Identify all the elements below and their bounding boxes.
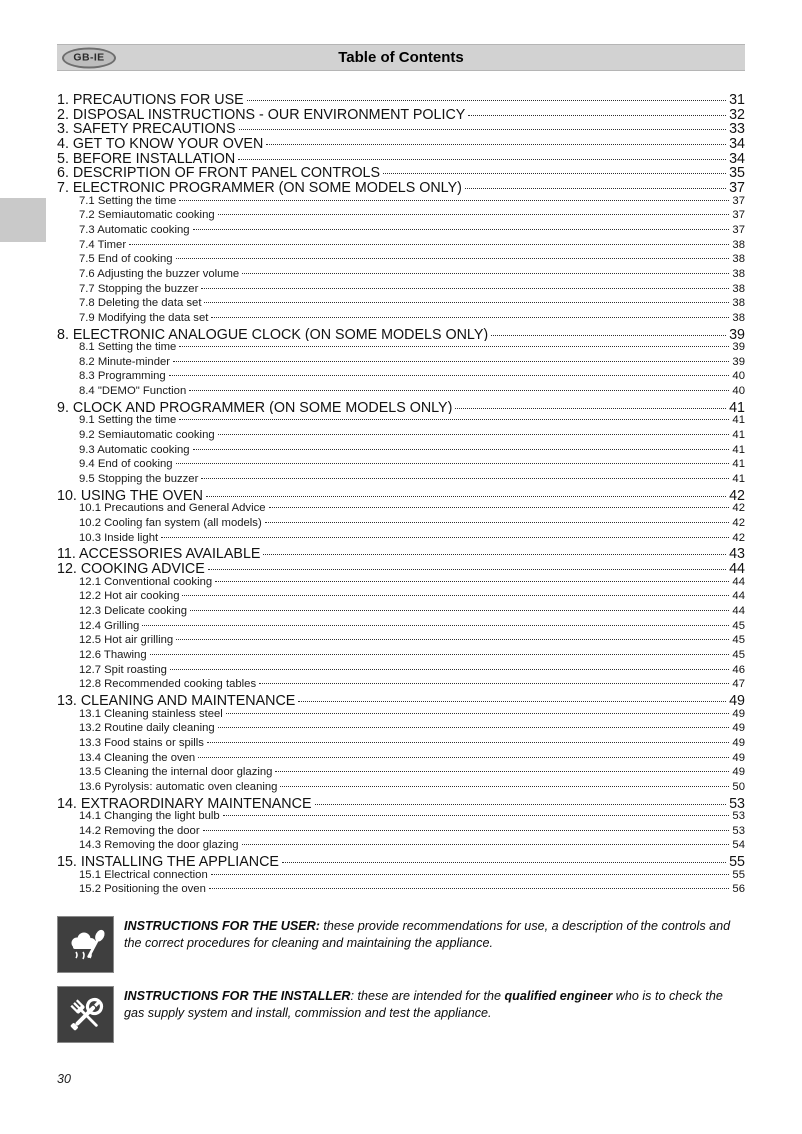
toc-leader-dots [247,100,726,101]
toc-subentry [57,825,745,840]
toc-entry-label: 12.7 Spit roasting [79,663,167,676]
toc-subentry [57,356,745,371]
toc-entry-label: 9.3 Automatic cooking [79,443,190,456]
toc-subentry [57,253,745,268]
toc-subentry [57,649,745,664]
note-text-segment: these provide recommendations for use, a description of the controls and the correct procedures for cleaning and maintaining the appliance. [124,919,731,951]
toc-entry [57,693,745,708]
toc-leader-dots [207,742,729,743]
toc-entry-label: 8. ELECTRONIC ANALOGUE CLOCK (ON SOME MODELS ONLY) [57,326,489,342]
toc-entry-label: 9.5 Stopping the buzzer [79,473,199,486]
toc-page-number: 47 [732,678,745,691]
toc-subentry [57,429,745,444]
toc-entry [57,121,745,136]
toc-entry-label: 13.2 Routine daily cleaning [79,722,215,735]
toc-page-number: 45 [732,648,745,661]
toc-page-number: 49 [732,707,745,720]
toc-page-number: 38 [732,253,745,266]
toc-leader-dots [201,288,729,289]
toc-leader-dots [315,804,727,805]
note-user-text [124,916,745,953]
toc-leader-dots [280,786,729,787]
toc-leader-dots [190,610,729,611]
toc-page-number: 44 [732,604,745,617]
toc-entry-label: 13.4 Cleaning the oven [79,751,196,764]
toc-leader-dots [211,317,729,318]
toc-entry-label: 8.1 Setting the time [79,341,177,354]
toc-entry-label: 9.2 Semiautomatic cooking [79,429,215,442]
toc-entry [57,854,745,869]
toc-leader-dots [204,302,729,303]
toc-subentry [57,839,745,854]
note-text-bold-segment: INSTRUCTIONS FOR THE INSTALLER [124,989,351,1004]
toc-entry-label: 7.3 Automatic cooking [79,223,190,236]
toc-page-number: 34 [729,150,745,166]
toc-entry-label: 8.3 Programming [79,370,166,383]
toc-leader-dots [239,129,727,130]
toc-entry [57,546,745,561]
page-title: Table of Contents [338,49,464,66]
toc-subentry [57,766,745,781]
toc-entry-label: 8.4 "DEMO" Function [79,385,187,398]
toc-page-number: 45 [732,634,745,647]
toc-leader-dots [179,200,729,201]
toc-leader-dots [491,335,726,336]
toc-leader-dots [193,449,730,450]
toc-leader-dots [209,888,730,889]
toc-page-number: 39 [729,326,745,342]
toc-subentry [57,458,745,473]
toc-page-number: 41 [732,414,745,427]
toc-page-number: 53 [732,810,745,823]
toc-page-number: 41 [732,458,745,471]
toc-leader-dots [179,419,729,420]
notes-section [57,916,745,1043]
toc-entry-label: 7.8 Deleting the data set [79,297,202,310]
toc-entry-label: 11. ACCESSORIES AVAILABLE [57,546,261,561]
toc-leader-dots [259,683,729,684]
toc-page-number: 40 [732,385,745,398]
toc-subentry [57,385,745,400]
toc-page-number: 38 [732,282,745,295]
toc-subentry [57,268,745,283]
toc-page-number: 53 [729,795,745,811]
toc-subentry [57,752,745,767]
toc-page-number: 39 [732,341,745,354]
toc-subentry [57,341,745,356]
toc-page-number: 50 [732,780,745,793]
toc-page-number: 38 [732,267,745,280]
toc-leader-dots [206,496,726,497]
toc-subentry [57,224,745,239]
toc-leader-dots [176,463,730,464]
crossed-tools-icon [57,986,114,1043]
toc-entry-label: 14. EXTRAORDINARY MAINTENANCE [57,795,312,811]
toc-subentry [57,195,745,210]
toc-page-number: 35 [729,165,745,180]
toc-leader-dots [161,537,729,538]
toc-entry-label: 9.1 Setting the time [79,414,177,427]
toc-entry-label: 12. COOKING ADVICE [57,561,205,576]
toc-entry [57,327,745,342]
toc-subentry [57,312,745,327]
toc-page-number: 53 [732,824,745,837]
toc-leader-dots [211,874,730,875]
toc-subentry [57,722,745,737]
toc-subentry [57,239,745,254]
toc-leader-dots [383,173,726,174]
toc-page-number: 49 [729,692,745,708]
toc-page-number: 41 [729,399,745,415]
toc-page-number: 34 [729,135,745,151]
toc-subentry [57,781,745,796]
toc-entry-label: 10.3 Inside light [79,531,159,544]
toc-entry-label: 7.7 Stopping the buzzer [79,282,199,295]
toc-entry [57,136,745,151]
toc-page-number: 32 [729,106,745,122]
toc-entry-label: 15.1 Electrical connection [79,868,208,881]
toc-page-number: 49 [732,736,745,749]
toc-entry-label: 14.3 Removing the door glazing [79,839,239,852]
toc-subentry [57,517,745,532]
toc-leader-dots [242,844,730,845]
toc-entry-label: 9. CLOCK AND PROGRAMMER (ON SOME MODELS ONLY) [57,399,453,415]
toc-page-number: 33 [729,121,745,136]
note-user [57,916,745,973]
toc-entry-label: 15. INSTALLING THE APPLIANCE [57,854,279,869]
toc-page-number: 44 [732,575,745,588]
toc-subentry [57,737,745,752]
toc-entry-label: 6. DESCRIPTION OF FRONT PANEL CONTROLS [57,165,381,180]
toc-entry [57,488,745,503]
toc-page-number: 44 [732,590,745,603]
toc-entry-label: 2. DISPOSAL INSTRUCTIONS - OUR ENVIRONMENT POLICY [57,106,466,122]
region-badge [62,47,116,68]
toc-page-number: 55 [732,868,745,881]
toc-subentry [57,576,745,591]
toc-subentry [57,444,745,459]
toc-entry-label: 15.2 Positioning the oven [79,883,206,896]
toc-leader-dots [266,144,726,145]
note-installer [57,986,745,1043]
toc-subentry [57,209,745,224]
toc-page-number: 44 [729,561,745,576]
toc-entry-label: 5. BEFORE INSTALLATION [57,150,236,166]
toc-page-number: 45 [732,619,745,632]
toc-page-number: 31 [729,92,745,107]
toc-subentry [57,502,745,517]
toc-entry-label: 10. USING THE OVEN [57,487,203,503]
toc-subentry [57,473,745,488]
footer-page-number: 30 [57,1072,71,1086]
toc-entry-label: 10.1 Precautions and General Advice [79,502,266,515]
toc-leader-dots [129,244,729,245]
note-text-segment: who is to check the gas supply system and install, commission and test the appliance. [124,989,723,1021]
toc-leader-dots [226,713,730,714]
toc-entry-label: 7.5 End of cooking [79,253,173,266]
toc-entry [57,180,745,195]
toc-entry-label: 12.6 Thawing [79,648,147,661]
note-installer-text [124,986,745,1023]
toc-page-number: 37 [732,223,745,236]
toc-entry-label: 3. SAFETY PRECAUTIONS [57,121,236,136]
note-text-segment: : these are intended for the [350,989,505,1004]
header-bar [57,44,745,71]
toc-entry-label: 12.4 Grilling [79,619,140,632]
toc-leader-dots [455,408,726,409]
toc-list [57,92,745,898]
toc-page-number: 41 [732,473,745,486]
toc-entry-label: 12.8 Recommended cooking tables [79,678,257,691]
toc-subentry [57,605,745,620]
toc-leader-dots [193,229,730,230]
toc-page-number: 46 [732,663,745,676]
region-badge-label: GB-IE [73,51,105,64]
toc-leader-dots [189,390,729,391]
toc-subentry [57,532,745,547]
toc-entry-label: 14.1 Changing the light bulb [79,810,220,823]
toc-subentry [57,664,745,679]
toc-entry [57,561,745,576]
toc-leader-dots [179,346,729,347]
toc-leader-dots [170,669,730,670]
toc-entry-label: 7. ELECTRONIC PROGRAMMER (ON SOME MODELS ONLY) [57,179,462,195]
toc-entry [57,165,745,180]
toc-page-number: 42 [729,487,745,503]
toc-entry-label: 7.9 Modifying the data set [79,311,209,324]
toc-page-number: 42 [732,517,745,530]
toc-page-number: 37 [732,209,745,222]
toc-subentry [57,634,745,649]
toc-entry-label: 7.1 Setting the time [79,194,177,207]
toc-page-number: 41 [732,429,745,442]
toc-leader-dots [282,862,726,863]
toc-entry-label: 1. PRECAUTIONS FOR USE [57,92,244,107]
toc-entry [57,796,745,811]
note-text-bold-segment: qualified engineer [504,989,613,1004]
toc-subentry [57,590,745,605]
toc-entry-label: 14.2 Removing the door [79,824,200,837]
toc-subentry [57,678,745,693]
toc-subentry [57,297,745,312]
toc-subentry [57,708,745,723]
toc-entry-label: 13.1 Cleaning stainless steel [79,707,223,720]
toc-entry [57,107,745,122]
toc-entry-label: 9.4 End of cooking [79,458,173,471]
toc-leader-dots [150,654,730,655]
toc-entry-label: 13.6 Pyrolysis: automatic oven cleaning [79,780,278,793]
toc-page-number: 38 [732,238,745,251]
toc-subentry [57,283,745,298]
toc-entry-label: 10.2 Cooling fan system (all models) [79,517,262,530]
toc-leader-dots [176,258,730,259]
toc-entry-label: 8.2 Minute-minder [79,355,171,368]
toc-leader-dots [465,188,726,189]
toc-entry-label: 13.3 Food stains or spills [79,736,204,749]
toc-entry [57,151,745,166]
toc-leader-dots [201,478,729,479]
note-text-bold-segment: INSTRUCTIONS FOR THE USER: [124,919,320,934]
toc-entry-label: 4. GET TO KNOW YOUR OVEN [57,135,264,151]
toc-page-number: 41 [732,443,745,456]
toc-page-number: 49 [732,766,745,779]
toc-page-number: 38 [732,297,745,310]
toc-page-number: 42 [732,531,745,544]
toc-leader-dots [275,771,729,772]
toc-leader-dots [176,639,729,640]
toc-leader-dots [215,581,729,582]
toc-page-number: 38 [732,311,745,324]
chef-spoon-icon [57,916,114,973]
toc-subentry [57,810,745,825]
toc-page-number: 39 [732,355,745,368]
toc-leader-dots [218,727,730,728]
toc-leader-dots [182,595,729,596]
toc-entry-label: 7.6 Adjusting the buzzer volume [79,267,240,280]
toc-page-number: 55 [729,854,745,869]
toc-page-number: 49 [732,751,745,764]
toc-leader-dots [169,375,730,376]
toc-subentry [57,414,745,429]
toc-page-number: 40 [732,370,745,383]
toc-page-number: 54 [732,839,745,852]
toc-leader-dots [238,159,726,160]
toc-page-number: 56 [732,883,745,896]
toc-subentry [57,370,745,385]
toc-leader-dots [269,507,730,508]
toc-leader-dots [198,757,729,758]
toc-leader-dots [208,569,726,570]
toc-page-number: 37 [729,179,745,195]
toc-entry-label: 12.5 Hot air grilling [79,634,174,647]
toc-leader-dots [203,830,730,831]
toc-leader-dots [242,273,729,274]
toc-leader-dots [298,701,726,702]
toc-entry-label: 12.2 Hot air cooking [79,590,180,603]
toc-entry-label: 12.1 Conventional cooking [79,575,213,588]
toc-entry [57,92,745,107]
toc-subentry [57,869,745,884]
toc-leader-dots [223,815,730,816]
toc-leader-dots [218,214,730,215]
toc-leader-dots [263,554,726,555]
toc-leader-dots [218,434,730,435]
toc-subentry [57,620,745,635]
toc-leader-dots [265,522,730,523]
toc-leader-dots [142,625,729,626]
toc-entry-label: 7.4 Timer [79,238,127,251]
toc-entry-label: 12.3 Delicate cooking [79,604,188,617]
toc-entry-label: 13.5 Cleaning the internal door glazing [79,766,273,779]
toc-page-number: 37 [732,194,745,207]
toc-page-number: 49 [732,722,745,735]
toc-leader-dots [468,115,726,116]
toc-page-number: 43 [729,546,745,561]
toc-entry [57,400,745,415]
toc-leader-dots [173,361,729,362]
toc-page-number: 42 [732,502,745,515]
toc-entry-label: 13. CLEANING AND MAINTENANCE [57,692,296,708]
toc-subentry [57,883,745,898]
toc-entry-label: 7.2 Semiautomatic cooking [79,209,215,222]
left-margin-tab [0,198,46,242]
